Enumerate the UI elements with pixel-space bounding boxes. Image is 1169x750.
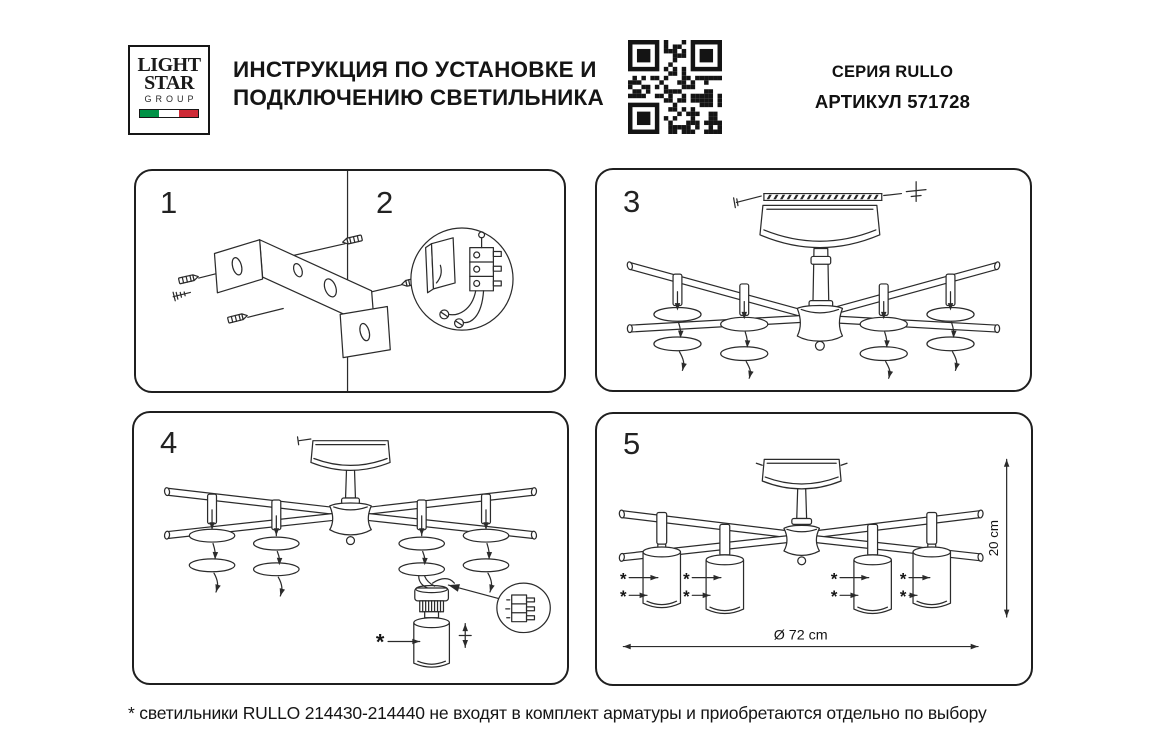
step-number-3: 3 (623, 184, 641, 219)
diameter-dimension-label: Ø 72 cm (773, 627, 828, 644)
asterisk-note-marker: * (375, 629, 385, 655)
panel-step-5 (595, 412, 1033, 686)
wall-anchor (178, 274, 198, 284)
assembled-fixture-drawing (597, 414, 1031, 684)
svg-text:*: * (830, 587, 838, 607)
svg-text:*: * (683, 569, 690, 589)
lamp-shade (854, 524, 891, 613)
lamp-shade (706, 524, 743, 613)
lamp-shade (643, 513, 680, 608)
stem (797, 487, 807, 519)
step-number-4: 4 (160, 425, 178, 460)
central-hub (797, 306, 842, 351)
svg-text:*: * (830, 569, 838, 589)
fixture-frame-drawing (597, 170, 1030, 390)
lamp-holder (399, 500, 454, 588)
screw-icon (734, 193, 763, 207)
footnote: * светильники RULLO 214430-214440 не входят в комплект арматуры и приобретаются отдельно по выбору (128, 703, 987, 723)
step-number-2: 2 (376, 185, 394, 220)
logo-light: LIGHT (137, 54, 201, 76)
lamp-shade (913, 513, 950, 608)
bracket-and-wiring-drawing (136, 171, 564, 391)
move-up-down-arrow (459, 624, 471, 648)
stem-collar (811, 256, 831, 264)
lamp-holder (254, 500, 299, 596)
wall-anchor (342, 235, 362, 245)
step-number-1: 1 (160, 185, 178, 220)
title-line-2: ПОДКЛЮЧЕНИЮ СВЕТИЛЬНИКА (233, 84, 604, 110)
logo-star: STAR (144, 72, 194, 94)
diameter-dimension (623, 628, 978, 650)
lamp-installation-drawing (134, 413, 567, 683)
series-label: СЕРИЯ RULLO (831, 63, 954, 81)
wiring-detail-circle (411, 228, 513, 330)
height-dimension (986, 459, 1010, 617)
mounting-bar (764, 194, 882, 201)
lamp-holder (189, 494, 234, 592)
article-label: АРТИКУЛ 571728 (814, 91, 971, 112)
junction-box (432, 238, 456, 289)
title-line-1: ИНСТРУКЦИЯ ПО УСТАНОВКЕ И (233, 57, 597, 82)
screw-icon (172, 288, 191, 301)
product-info (785, 63, 1000, 113)
lamp-holder (463, 494, 508, 592)
logo-group: GROUP (144, 94, 198, 104)
step-number-5: 5 (623, 426, 641, 461)
ceiling-canopy (760, 205, 880, 247)
svg-text:*: * (620, 569, 627, 589)
screw-icon (884, 182, 926, 202)
shade-cylinder (414, 618, 450, 667)
panel-step-3 (595, 168, 1032, 392)
ceiling-canopy (756, 459, 847, 489)
svg-text:*: * (899, 569, 907, 589)
qr-code-image (628, 40, 722, 134)
wall-anchor (228, 313, 248, 323)
panel-step-4 (132, 411, 569, 685)
stem (346, 468, 356, 498)
mounting-bracket (214, 240, 390, 358)
svg-text:*: * (683, 587, 690, 607)
central-hub (330, 503, 372, 545)
svg-text:*: * (620, 587, 627, 607)
svg-text:*: * (899, 587, 907, 607)
ceiling-canopy (298, 435, 391, 470)
lamp-socket (415, 585, 449, 617)
central-hub (784, 525, 819, 564)
panel-steps-1-2 (134, 169, 566, 393)
terminal-callout-circle (497, 583, 550, 632)
page-title (233, 56, 604, 111)
lightstar-logo (128, 45, 210, 135)
height-dimension-label: 20 cm (985, 520, 1001, 557)
stem-collar (792, 518, 812, 524)
italy-flag-icon (139, 109, 199, 118)
